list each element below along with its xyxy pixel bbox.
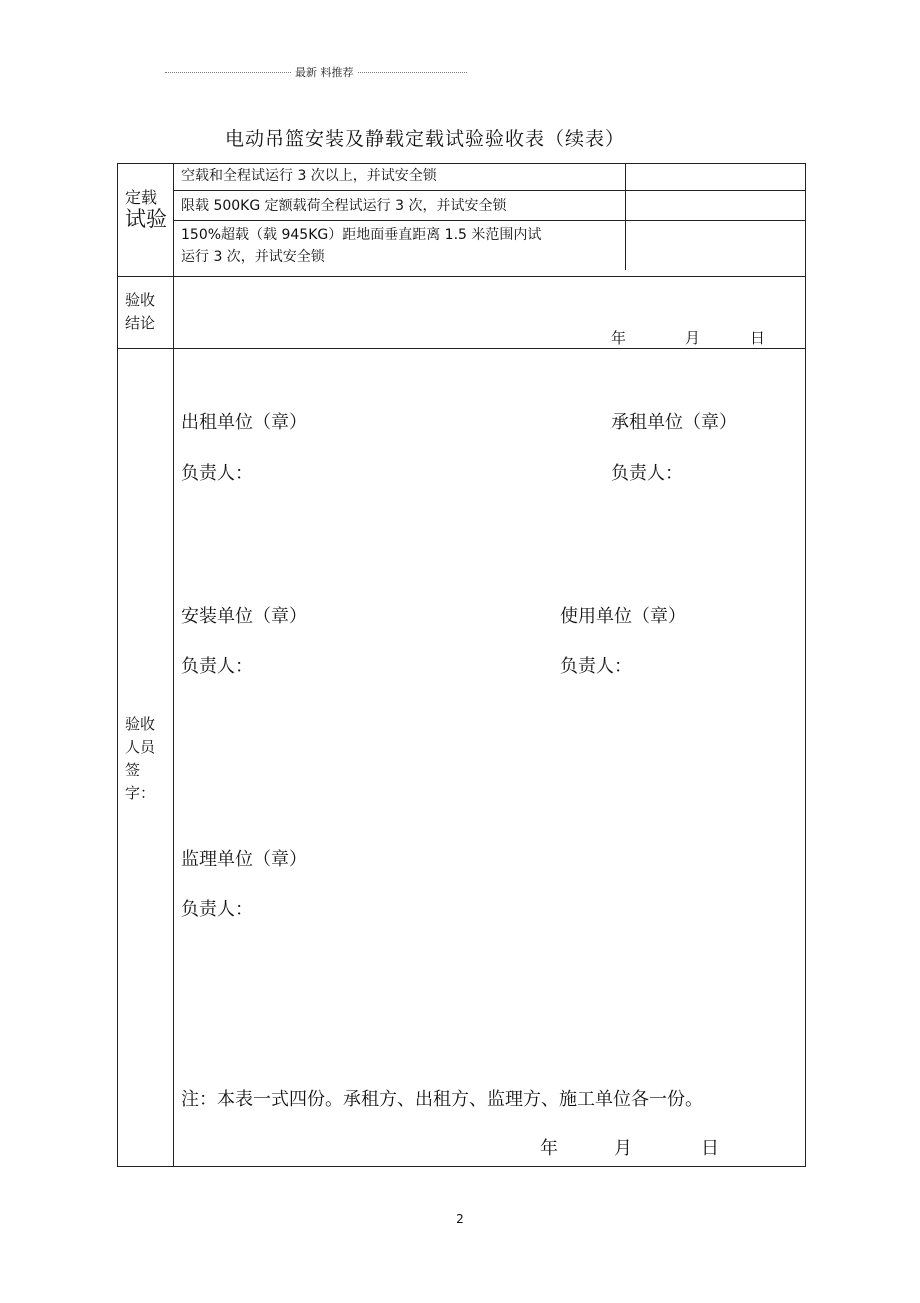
header-text: 最新 料推荐 [291,64,358,80]
table-bottom-border [117,1166,806,1167]
supervision-unit-seal: 监理单位（章） [181,849,307,870]
lessee-unit-seal: 承租单位（章） [611,412,737,433]
distribution-note: 注：本表一式四份。承租方、出租方、监理方、施工单位各一份。 [181,1089,703,1110]
test-row-overload-line1: 150%超载（载 945KG）距地面垂直距离 1.5 米范围内试 [181,227,542,243]
signature-date-day: 日 [701,1138,719,1159]
test-row-empty-load: 空载和全程试运行 3 次以上，并试安全锁 [181,168,437,184]
table-top-border [117,163,806,164]
install-person-in-charge: 负责人： [181,656,253,677]
section-divider [117,348,806,349]
test-row-overload-line2: 运行 3 次，并试安全锁 [181,249,325,265]
label-column-divider [173,163,174,1166]
result-column-divider [625,163,626,270]
conclusion-label: 验收 结论 [125,291,156,332]
lessor-person-in-charge: 负责人： [181,463,253,484]
signatures-label: 验收 人员 签 字： [125,715,156,802]
rated-load-test-label-large: 试验 [125,207,167,231]
row-divider [173,220,806,221]
test-row-limit-load: 限载 500KG 定额载荷全程试运行 3 次，并试安全锁 [181,198,507,214]
conclusion-date-month: 月 [685,329,701,347]
conclusion-date-year: 年 [611,329,627,347]
section-divider [117,276,806,277]
page-title: 电动吊篮安装及静载定载试验验收表（续表） [224,128,625,150]
supervision-person-in-charge: 负责人： [181,899,253,920]
lessor-unit-seal: 出租单位（章） [181,412,307,433]
page-number: 2 [456,1212,464,1226]
conclusion-date-day: 日 [750,329,766,347]
signature-date-year: 年 [540,1138,558,1159]
user-person-in-charge: 负责人： [560,656,632,677]
lessee-person-in-charge: 负责人： [611,463,683,484]
signature-date-month: 月 [614,1138,632,1159]
table-right-border [805,163,806,1166]
row-divider [173,190,806,191]
user-unit-seal: 使用单位（章） [560,606,686,627]
install-unit-seal: 安装单位（章） [181,606,307,627]
table-left-border [117,163,118,1166]
rated-load-test-label: 定载 [125,188,158,207]
